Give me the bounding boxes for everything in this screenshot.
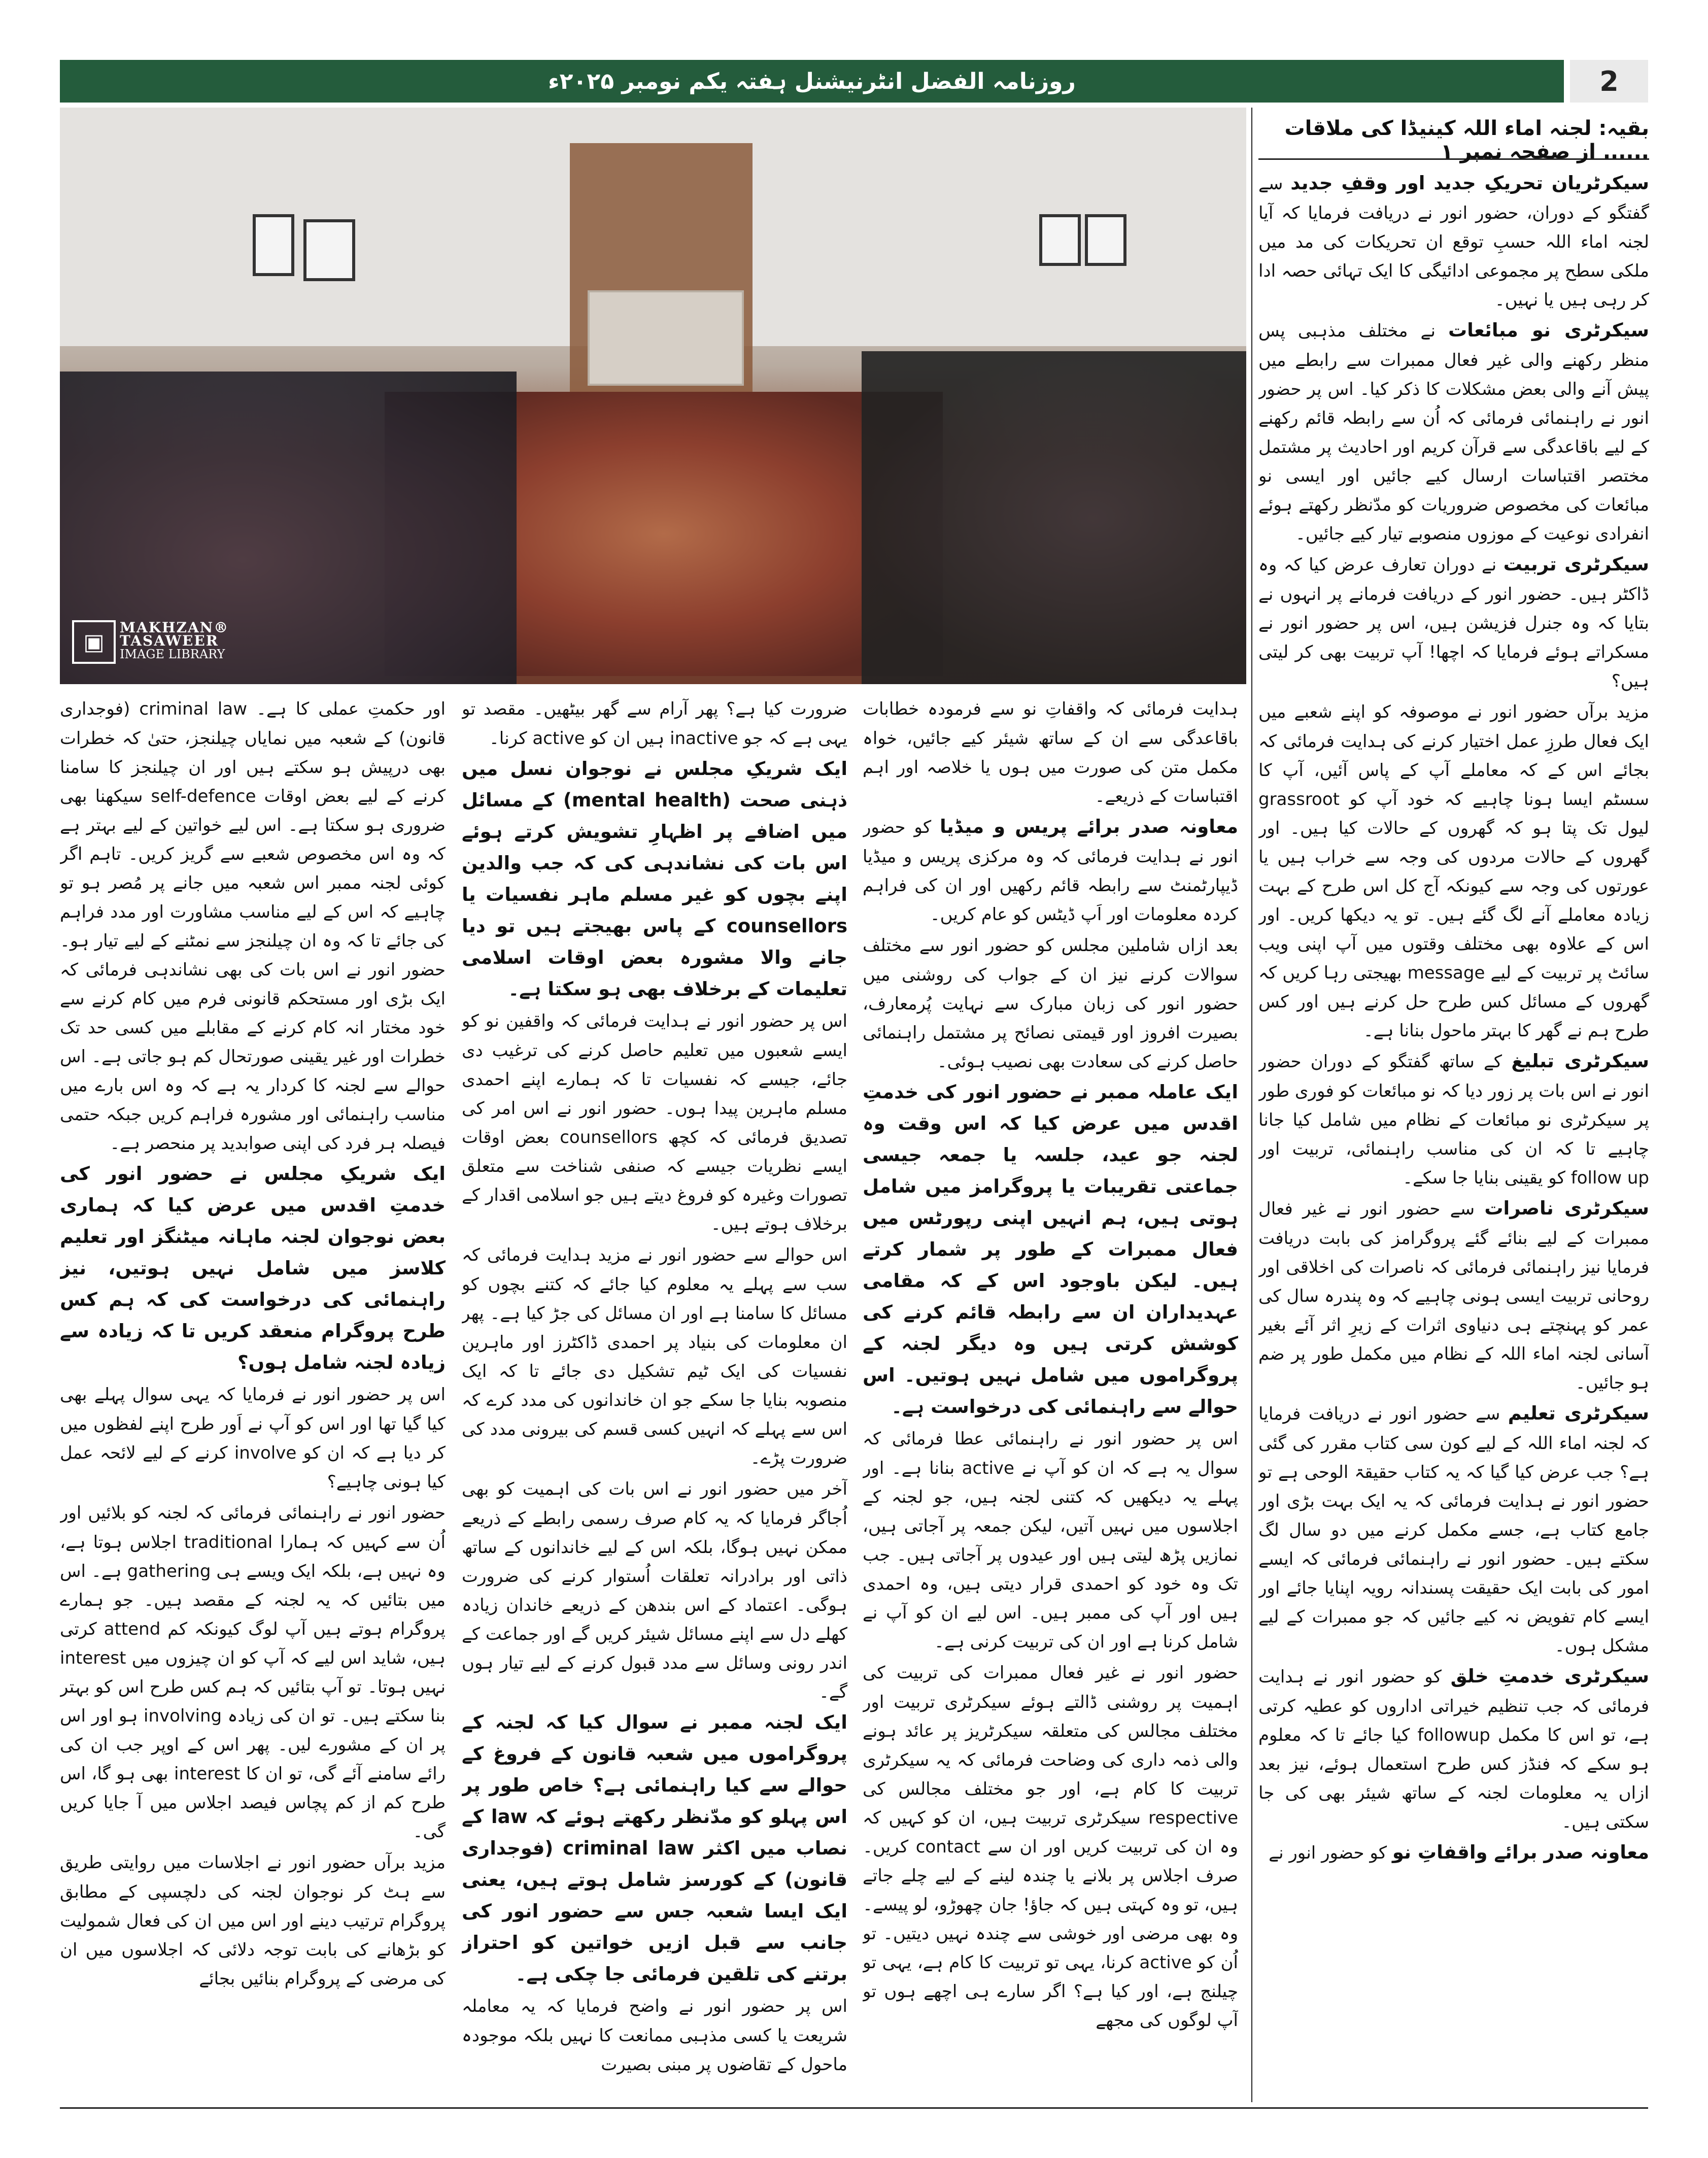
- wall-frame-right-2: [1085, 214, 1126, 266]
- paragraph: حضور انور نے غیر فعال ممبرات کی تربیت کی اہمیت پر روشنی ڈالتے ہوئے سیکرٹری تربیت اور مختلف مجالس کی متعلقہ سیکرٹریز پر عائد ہونے والی ذمہ داری کی وضاحت فرمائی کہ یہ سیکرٹری تربیت کا کام ہے، اور جو مختلف مجالس کی respective سیکرٹری تربیت ہیں، ان کو کہیں کہ وہ ان کی تربیت کریں اور ان سے contact کریں۔ صرف اجلاس پر بلانے یا چندہ لینے کے لیے چلے جاتے ہیں، تو وہ کہتی ہیں کہ جاؤ! جان چھوڑو، لو پیسے۔ وہ بھی مرضی اور خوشی سے چندہ نہیں دیتیں۔ تو اُن کو active کرنا، یہی تو تربیت کا کام ہے، یہی تو چیلنج ہے، اور کیا ہے؟ اگر سارے ہی اچھے ہوں تو آپ لوگوں کی مجھے: [863, 1663, 1238, 2031]
- column-divider: [1251, 108, 1252, 2102]
- paragraph: ایک لجنہ ممبر نے سوال کیا کہ لجنہ کے پروگراموں میں شعبہ قانون کے فروغ کے حوالے سے کیا راہنمائی ہے؟ خاص طور پر اس پہلو کو مدّنظر رکھتے ہوئے کہ law کے نصاب میں اکثر criminal law (فوجداری قانون) کے کورسز شامل ہوتے ہیں، یعنی ایک ایسا شعبہ جس سے حضور انور کی جانب سے قبل ازیں خواتین کو احتراز برتنے کی تلقین فرمائی جا چکی ہے۔: [462, 1711, 847, 1985]
- paragraph: ایک عاملہ ممبر نے حضور انور کی خدمتِ اقدس میں عرض کیا کہ اس وقت وہ لجنہ جو عید، جلسہ یا جمعہ جیسی جماعتی تقریبات یا پروگرامز میں شامل ہوتی ہیں، ہم انہیں اپنی رپورٹس میں فعال ممبرات کے طور پر شمار کرتے ہیں۔ لیکن باوجود اس کے کہ مقامی عہدیداران ان سے رابطہ قائم کرنے کی کوشش کرتی ہیں وہ دیگر لجنہ کے پروگراموں میں شامل نہیں ہوتیں۔ اس حوالے سے راہنمائی کی درخواست ہے۔: [863, 1081, 1238, 1418]
- paragraph: ایک شریکِ مجلس نے حضور انور کی خدمتِ اقدس میں عرض کیا کہ ہماری بعض نوجوان لجنہ ماہانہ میٹنگز اور تعلیم کلاسز میں شامل نہیں ہوتیں، نیز راہنمائی کی درخواست کی کہ ہم کس طرح پروگرام منعقد کریں تا کہ زیادہ سے زیادہ لجنہ شامل ہوں؟: [60, 1163, 446, 1373]
- paragraph: ہدایت فرمائی کہ واقفاتِ نو سے فرمودہ خطابات باقاعدگی سے ان کے ساتھ شیئر کیے جائیں، خواہ مکمل متن کی صورت میں ہوں یا خلاصہ اور اہم اقتباسات کے ذریعے۔: [863, 699, 1238, 806]
- paragraph: اس پر حضور انور نے واضح فرمایا کہ یہ معاملہ شریعت یا کسی مذہبی ممانعت کا نہیں بلکہ موجودہ ماحول کے تقاضوں پر مبنی بصیرت: [462, 1996, 847, 2075]
- paragraph: بعد ازاں شاملین مجلس کو حضور انور سے مختلف سوالات کرنے نیز ان کے جواب کی روشنی میں حضور انور کی زبان مبارک سے نہایت پُرمعارف، بصیرت افروز اور قیمتی نصائح پر مشتمل راہنمائی حاصل کرنے کی سعادت بھی نصیب ہوئی۔: [863, 935, 1238, 1072]
- paragraph: ضرورت کیا ہے؟ پھر آرام سے گھر بیٹھیں۔ مقصد تو یہی ہے کہ جو inactive ہیں ان کو active کرنا۔: [462, 699, 847, 749]
- book-seal-icon: ▣: [72, 620, 116, 664]
- paragraph: اس پر حضور انور نے ہدایت فرمائی کہ واقفین نو کو ایسے شعبوں میں تعلیم حاصل کرنے کی ترغیب دی جائے، جیسے کہ نفسیات تا کہ ہمارے اپنے احمدی مسلم ماہرین پیدا ہوں۔ حضور انور نے اس امر کی تصدیق فرمائی کہ کچھ counsellors بعض اوقات ایسے نظریات جیسے کہ صنفی شناخت سے متعلق تصورات وغیرہ کو فروغ دیتے ہیں جو اسلامی اقدار کے برخلاف ہوتے ہیں۔: [462, 1011, 847, 1234]
- audience-right: [862, 351, 1246, 684]
- newspaper-title: روزنامہ الفضل انٹرنیشنل ہفتہ یکم نومبر ۲۰۲۵ء: [548, 68, 1076, 94]
- paragraph: سیکرٹری ناصرات سے حضور انور نے غیر فعال ممبرات کے لیے بنائے گئے پروگرامز کی بابت دریافت فرمایا نیز راہنمائی فرمائی کہ ناصرات کی اخلاقی اور روحانی تربیت ایسی ہونی چاہیے کہ وہ پندرہ سال کی عمر کو پہنچتے ہی دنیاوی اثرات کے زیرِ اثر آئے بغیر آسانی لجنہ اماء اللہ کے نظام میں مکمل طور پر ضم ہو جائیں۔: [1258, 1197, 1649, 1393]
- continued-section-title: بقیہ: لجنہ اماء اللہ کینیڈا کی ملاقات ...... از صفحہ نمبر ۱: [1258, 122, 1649, 160]
- bottom-rule: [60, 2107, 1648, 2109]
- article-column-3: [462, 693, 847, 2104]
- wall-frame-left-1: [253, 214, 294, 276]
- wall-frame-left-2: [303, 219, 355, 281]
- paragraph: آخر میں حضور انور نے اس بات کی اہمیت کو بھی اُجاگر فرمایا کہ یہ کام صرف رسمی رابطے کے ذریعے ممکن نہیں ہوگا، بلکہ اس کے لیے خاندانوں کے ساتھ ذاتی اور برادرانہ تعلقات اُستوار کرنے کی ضرورت ہوگی۔ اعتماد کے اس بندھن کے ذریعے خاندان زیادہ کھلے دل سے اپنے مسائل شیئر کریں گے اور جماعت کے اندر رونی وسائل سے مدد قبول کرنے کے لیے تیار ہوں گے۔: [462, 1479, 847, 1702]
- photo-credit: MAKHZAN® TASAWEER IMAGE LIBRARY: [120, 619, 229, 661]
- paragraph: حضور انور نے راہنمائی فرمائی کہ لجنہ کو بلائیں اور اُن سے کہیں کہ ہمارا traditional اجلاس ہوتا ہے، وہ نہیں ہے، بلکہ ایک ویسے ہی gathering ہے۔ اس میں بتائیں کہ یہ لجنہ کے مقصد ہیں۔ جو ہمارے پروگرام ہوتے ہیں آپ لوگ کیونکہ کم attend کرتی ہیں، شاید اس لیے کہ آپ کو ان چیزوں میں interest نہیں ہوتا۔ تو آپ بتائیں کہ ہم کس طرح اس کو بہتر بنا سکتے ہیں۔ تو ان کی زیادہ involving ہو اور اس پر ان کے مشورے لیں۔ پھر اس کے اوپر جب ان کی رائے سامنے آئے گی، تو ان کا interest بھی ہو گا، اس طرح کم از کم پچاس فیصد اجلاس میں آ جایا کریں گی۔: [60, 1503, 446, 1842]
- paragraph: سیکرٹری خدمتِ خلق کو حضور انور نے ہدایت فرمائی کہ جب تنظیم خیراتی اداروں کو عطیہ کرتی ہے، تو اس کا مکمل followup کیا جائے تا کہ معلوم ہو سکے کہ فنڈز کس طرح استعمال ہوئے، نیز بعد ازاں یہ معلومات لجنہ کے ساتھ شیئر بھی کی جا سکتی ہیں۔: [1258, 1665, 1649, 1832]
- article-column-2: [60, 693, 446, 2104]
- desk: [588, 290, 744, 386]
- article-column-right: [1258, 167, 1649, 2096]
- paragraph: اور حکمتِ عملی کا ہے۔ criminal law (فوجداری قانون) کے شعبہ میں نمایاں چیلنجز، حتیٰ کہ خطرات بھی درپیش ہو سکتے ہیں اور ان چیلنجز کا سامنا کرنے کے لیے بعض اوقات self-defence سیکھنا بھی ضروری ہو سکتا ہے۔ اس لیے خواتین کے لیے بہتر ہے کہ وہ اس مخصوص شعبے سے گریز کریں۔ تاہم اگر کوئی لجنہ ممبر اس شعبہ میں جانے پر مُصر ہو تو چاہیے کہ اس کے لیے مناسب مشاورت اور مدد فراہم کی جائے تا کہ وہ ان چیلنجز سے نمٹنے کے لیے تیار ہو۔ حضور انور نے اس بات کی بھی نشاندہی فرمائی کہ ایک بڑی اور مستحکم قانونی فرم میں کام کرنے سے خود مختار انہ کام کرنے کے مقابلے میں کسی حد تک خطرات اور غیر یقینی صورتحال کم ہو جاتی ہے۔ اس حوالے سے لجنہ کا کردار یہ ہے کہ وہ اس بارے میں مناسب راہنمائی اور مشورہ فراہم کریں جبکہ حتمی فیصلہ ہر فرد کی اپنی صوابدید پر منحصر ہے۔: [60, 699, 446, 1154]
- paragraph: سیکرٹری تعلیم سے حضور انور نے دریافت فرمایا کہ لجنہ اماء اللہ کے لیے کون سی کتاب مقرر کی گئی ہے؟ جب عرض کیا گیا کہ یہ کتاب حقیقۃ الوحی ہے تو حضور انور نے ہدایت فرمائی کہ یہ ایک بہت بڑی اور جامع کتاب ہے، جسے مکمل کرنے میں دو سال لگ سکتے ہیں۔ حضور انور نے راہنمائی فرمائی کہ ایسے امور کی بابت ایک حقیقت پسندانہ رویہ اپنایا جائے اور ایسے کام تفویض نہ کیے جائیں کہ جو ممبرات کے لیے مشکل ہوں۔: [1258, 1402, 1649, 1656]
- article-column-4: [863, 693, 1238, 2104]
- paragraph: ایک شریکِ مجلس نے نوجوان نسل میں ذہنی صحت (mental health) کے مسائل میں اضافے پر اظہارِ تشویش کرتے ہوئے اس بات کی نشاندہی کی کہ جب والدین اپنے بچوں کو غیر مسلم ماہر نفسیات یا counsellors کے پاس بھیجتے ہیں تو دیا جانے والا مشورہ بعض اوقات اسلامی تعلیمات کے برخلاف بھی ہو سکتا ہے۔: [462, 758, 847, 1000]
- paragraph: مزید برآں حضور انور نے موصوفہ کو اپنے شعبے میں ایک فعال طرزِ عمل اختیار کرنے کی ہدایت فرمائی کہ بجائے اس کے کہ معاملے آپ کے پاس آئیں، آپ کا سسٹم ایسا ہونا چاہیے کہ خود آپ کو grassroot لیول تک پتا ہو کہ گھروں کے حالات کیا ہیں۔ اور گھروں کے حالات مردوں کی وجہ سے خراب ہیں یا عورتوں کی وجہ سے کیونکہ آج کل اس طرح کے بہت زیادہ معاملے آنے لگ گئے ہیں۔ تو یہ دیکھا کریں۔ اور اس کے علاوہ بھی مختلف وقتوں میں آپ اپنی ویب سائٹ پر تربیت کے لیے message بھیجتی رہا کریں کہ گھروں کے مسائل کس طرح حل کرنے ہیں اور کس طرح ہم نے گھر کا بہتر ماحول بنانا ہے۔: [1258, 702, 1649, 1041]
- wall-frame-right-1: [1039, 214, 1081, 266]
- paragraph: اس حوالے سے حضور انور نے مزید ہدایت فرمائی کہ سب سے پہلے یہ معلوم کیا جائے کہ کتنے بچوں کو مسائل کا سامنا ہے اور ان مسائل کی جڑ کیا ہے۔ پھر ان معلومات کی بنیاد پر احمدی ڈاکٹرز اور ماہرین نفسیات کی ایک ٹیم تشکیل دی جائے تا کہ ایک منصوبہ بنایا جا سکے جو ان خاندانوں کی مدد کرے کہ اس سے پہلے کہ انہیں کسی قسم کی بیرونی مدد کی ضرورت پڑے۔: [462, 1245, 847, 1468]
- paragraph: مزید برآں حضور انور نے اجلاسات میں روایتی طریق سے ہٹ کر نوجوان لجنہ کی دلچسپی کے مطابق پروگرام ترتیب دینے اور اس میں ان کی فعال شمولیت کو بڑھانے کی بابت توجہ دلائی کہ اجلاسوں میں ان کی مرضی کے پروگرام بنائیں بجائے: [60, 1852, 446, 1989]
- paragraph: سیکرٹری تبلیغ کے ساتھ گفتگو کے دوران حضور انور نے اس بات پر زور دیا کہ نو مبائعات کو فوری طور پر سیکرٹری نو مبائعات کے نظام میں شامل کیا جانا چاہیے تا کہ ان کی مناسب راہنمائی، تربیت اور follow up کو یقینی بنایا جا سکے۔: [1258, 1050, 1649, 1188]
- paragraph: معاونہ صدر برائے پریس و میڈیا کو حضور انور نے ہدایت فرمائی کہ وہ مرکزی پریس و میڈیا ڈیپارٹمنٹ سے رابطہ قائم رکھیں اور ان کی فراہم کردہ معلومات اور اَپ ڈیٹس کو عام کریں۔: [863, 816, 1238, 925]
- paragraph: اس پر حضور انور نے راہنمائی عطا فرمائی کہ سوال یہ ہے کہ ان کو آپ نے active بنانا ہے۔ اور پہلے یہ دیکھیں کہ کتنی لجنہ ہیں، جو لجنہ کے اجلاسوں میں نہیں آتیں، لیکن جمعہ پر آجاتی ہیں، نمازیں پڑھ لیتی ہیں اور عیدوں پر آجاتی ہیں۔ جب تک وہ خود کو احمدی قرار دیتی ہیں، وہ احمدی ہیں اور آپ کی ممبر ہیں۔ اس لیے ان کو آپ نے شامل کرنا ہے اور ان کی تربیت کرنی ہے۔: [863, 1429, 1238, 1652]
- meeting-photo: [60, 108, 1246, 684]
- page-number: 2: [1570, 60, 1648, 103]
- paragraph: سیکرٹری تربیت نے دوران تعارف عرض کیا کہ وہ ڈاکٹر ہیں۔ حضور انور کے دریافت فرمانے پر انہوں نے بتایا کہ وہ جنرل فزیشن ہیں، اس پر حضور انور نے مسکراتے ہوئے فرمایا کہ اچھا! آپ تربیت بھی کر لیتی ہیں؟: [1258, 553, 1649, 691]
- newspaper-header-bar: [60, 60, 1564, 103]
- paragraph: معاونہ صدر برائے واقفاتِ نو کو حضور انور نے: [1269, 1841, 1649, 1863]
- paragraph: سیکرٹریان تحریکِ جدید اور وقفِ جدید سے گفتگو کے دوران، حضور انور نے دریافت فرمایا کہ آیا لجنہ اماء اللہ حسبِ توقع ان تحریکات کی مد میں ملکی سطح پر مجموعی ادائیگی کا ایک تہائی حصہ ادا کر رہی ہیں یا نہیں۔: [1258, 172, 1649, 310]
- paragraph: اس پر حضور انور نے فرمایا کہ یہی سوال پہلے بھی کیا گیا تھا اور اس کو آپ نے اَور طرح اپنے لفظوں میں کر دیا ہے کہ ان کو involve کرنے کے لیے لائحہ عمل کیا ہونی چاہیے؟: [60, 1385, 446, 1492]
- paragraph: سیکرٹری نو مبائعات نے مختلف مذہبی پس منظر رکھنے والی غیر فعال ممبرات سے رابطے میں پیش آنے والی بعض مشکلات کا ذکر کیا۔ اس پر حضور انور نے راہنمائی فرمائی کہ اُن سے رابطہ قائم رکھنے کے لیے باقاعدگی سے قرآن کریم اور احادیث پر مشتمل مختصر اقتباسات ارسال کیے جائیں اور ایسی نو مبائعات کی مخصوص ضروریات کو مدّنظر رکھتے ہوئے انفرادی نوعیت کے موزوں منصوبے تیار کیے جائیں۔: [1258, 319, 1649, 544]
